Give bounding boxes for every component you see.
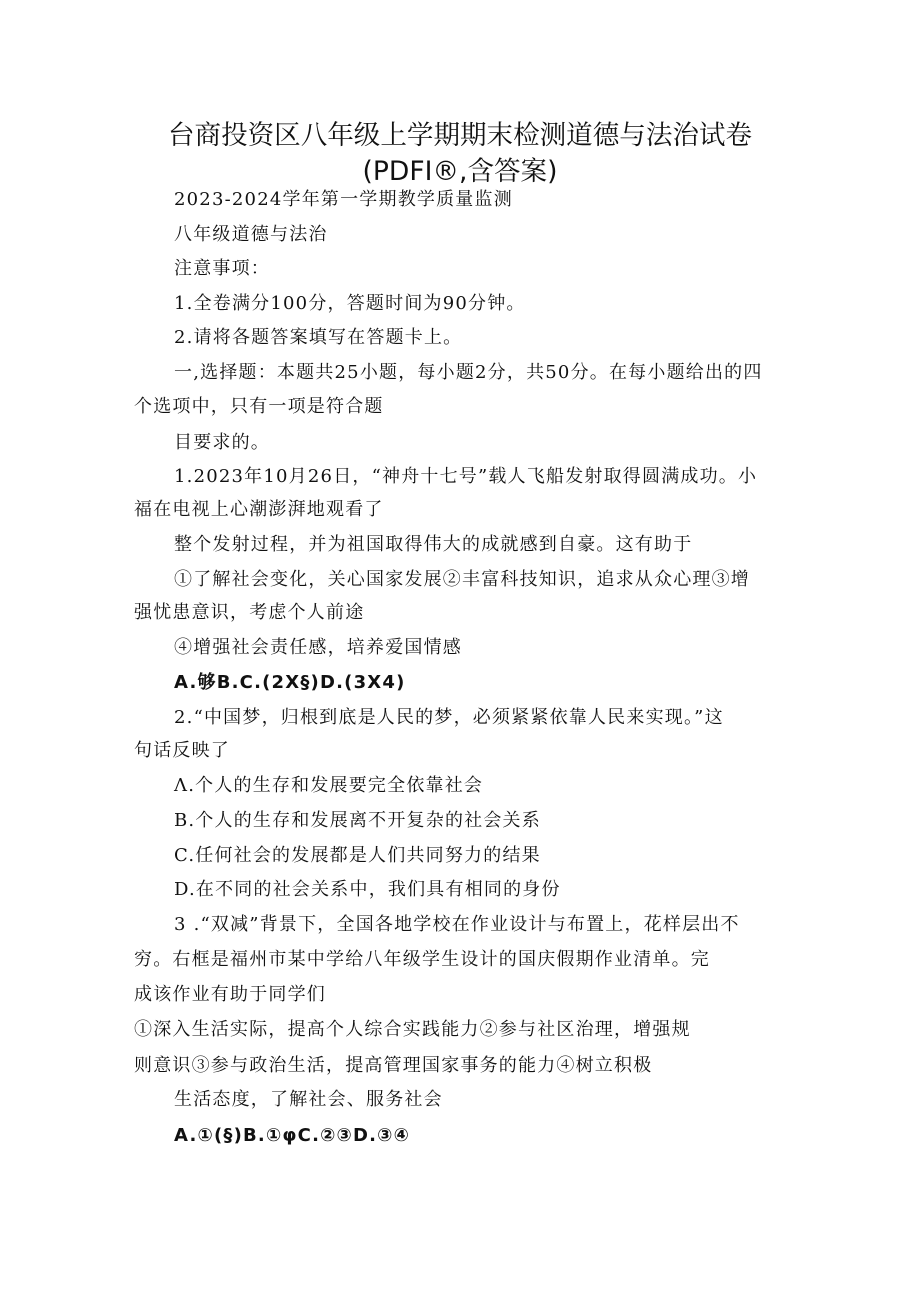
section1-intro-line-3: 目要求的。 [174,432,270,453]
q3-line-4: ①深入生活实际，提高个人综合实践能力②参与社区治理，增强规 [134,1019,691,1040]
title-line-1: 台商投资区八年级上学期期末检测道德与法治试卷 [167,120,753,151]
q2-option-c: C.任何社会的发展都是人们共同努力的结果 [174,845,541,866]
section1-intro-line-1: 一,选择题：本题共25小题，每小题2分，共50分。在每小题给出的四 [174,362,763,383]
q1-line-6: ④增强社会责任感，培养爱国情感 [174,637,462,658]
q1-line-4: ①了解社会变化，关心国家发展②丰富科技知识，追求从众心理③增 [174,569,750,590]
q1-line-1: 1.2023年10月26日，“神舟十七号”载人飞船发射取得圆满成功。小 [174,466,758,487]
q3-line-3: 成该作业有助于同学们 [134,984,326,1005]
q2-line-2: 句话反映了 [134,740,230,761]
q2-option-d: D.在不同的社会关系中，我们具有相同的身份 [174,879,561,900]
q3-options: A.①(§)B.①φC.②③D.③④ [174,1125,411,1146]
q3-line-6: 生活态度，了解社会、服务社会 [174,1089,443,1110]
q1-line-3: 整个发射过程，并为祖国取得伟大的成就感到自豪。这有助于 [174,534,693,555]
section1-intro-line-2: 个选项中，只有一项是符合题 [134,396,384,417]
q2-option-a: Λ.个人的生存和发展要完全依靠社会 [174,775,484,796]
notice-heading: 注意事项： [174,258,270,279]
q1-line-2: 福在电视上心潮澎湃地观看了 [134,499,384,520]
term-header: 2023-2024学年第一学期教学质量监测 [174,189,513,210]
title-line-2: (PDFI®,含答案) [362,156,558,187]
q2-line-1: 2.“中国梦，归根到底是人民的梦，必须紧紧依靠人民来实现。”这 [174,707,724,728]
notice-item-2: 2.请将各题答案填写在答题卡上。 [174,327,463,348]
q1-line-5: 强忧患意识，考虑个人前途 [134,602,365,623]
subject-header: 八年级道德与法治 [174,224,328,245]
q3-line-5: 则意识③参与政治生活，提高管理国家事务的能力④树立积极 [134,1055,653,1076]
q1-options: A.够B.C.(2X§)D.(3X4) [174,672,406,693]
q3-line-2: 穷。右框是福州市某中学给八年级学生设计的国庆假期作业清单。完 [134,949,710,970]
q3-line-1: 3 .“双减”背景下，全国各地学校在作业设计与布置上，花样层出不 [174,914,740,935]
q2-option-b: B.个人的生存和发展离不开复杂的社会关系 [174,810,541,831]
notice-item-1: 1.全卷满分100分，答题时间为90分钟。 [174,293,526,314]
